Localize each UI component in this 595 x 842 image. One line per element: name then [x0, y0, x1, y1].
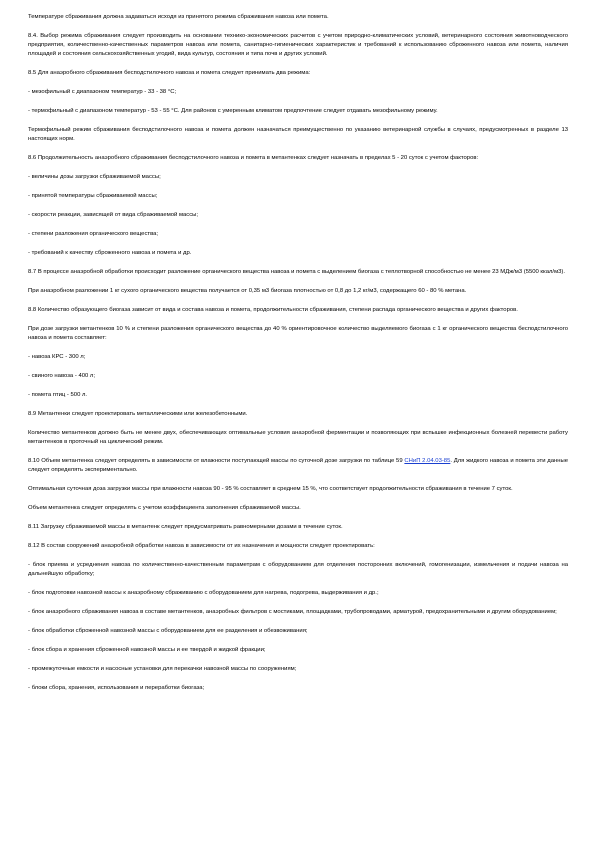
paragraph-load-dose: При дозе загрузки метантенков 10 % и степени разложения органического вещества до 40 % ориентировочное количество выделяемого биогаза с 1 кг органического вещества бесподстилочного навоза и помета составляет: [28, 326, 568, 341]
paragraph-8-4: 8.4. Выбор режима сбраживания следует производить на основании технико-экономических расчетов с учетом природно-климатических условий, ветеринарного состояния животноводческого предприятия, количественно-качественных параметров навоза или помета, санитарно-гигиенических характеристик и требований к использованию сброженного навоза или помета, наличия площадей и состояния сельскохозяйственных угодий, вида культур, состояния и типа почв и других условий. [28, 33, 568, 57]
paragraph-optimal-dose: Оптимальная суточная доза загрузки массы при влажности навоза 90 - 95 % составляет в среднем 15 %, что соответствует продолжительности сбраживания в течение 7 суток. [28, 486, 513, 492]
list-item-temperature: - принятой температуры сбраживаемой массы; [28, 193, 158, 199]
list-item-digestion-block: - блок анаэробного сбраживания навоза в составе метантенков, анаэробных фильтров с мостиками, площадками, трубопроводами, арматурой, предохранительными и другим оборудованием; [28, 609, 557, 615]
snip-reference-link[interactable]: СНиП 2.04.03-85 [404, 458, 451, 464]
list-item-decomposition: - степени разложения органического вещества; [28, 231, 159, 237]
paragraph-thermophilic-mode: Термофильный режим сбраживания бесподстилочного навоза и помета должен назначаться преимущественно по указанию ветеринарной службы в случаях, предусмотренных в разделе 13 настоящих норм. [28, 127, 568, 142]
list-item-cattle: - навоза КРС - 300 л; [28, 354, 86, 360]
list-item-reaction-speed: - скорости реакции, зависящей от вида сбраживаемой массы; [28, 212, 199, 218]
paragraph-tank-volume: Объем метантенка следует определять с учетом коэффициента заполнения сбраживаемой массы. [28, 505, 301, 511]
list-item-pumping: - промежуточные емкости и насосные установки для перекачки навозной массы по сооружениям; [28, 666, 297, 672]
paragraph-8-10-text-before: 8.10 Объем метантенка следует определять в зависимости от влажности поступающей массы по суточной дозе загрузки по таблице 59 [28, 458, 405, 464]
list-item-storage-block: - блок сбора и хранения сброженной навозной массы и ее твердой и жидкой фракции; [28, 647, 266, 653]
paragraph-8-7: 8.7 В процессе анаэробной обработки происходит разложение органического вещества навоза и помета с выделением биогаза с теплотворной способностью не менее 23 МДж/м3 (5500 ккал/м3). [28, 269, 565, 275]
paragraph-temperature: Температуре сбраживания должна задаваться исходя из принятого режима сбраживания навоза или помета. [28, 14, 329, 20]
list-item-reception-block: - блок приема и усреднения навоза по количественно-качественным параметрам с оборудованием для отделения посторонних включений, гомогенизации, измельчения и подачи навоза на дальнейшую обработку; [28, 562, 568, 577]
paragraph-8-12: 8.12 В состав сооружений анаэробной обработки навоза в зависимости от их назначения и мощности следует проектировать: [28, 543, 375, 549]
list-item-preparation-block: - блок подготовки навозной массы к анаэробному сбраживанию с оборудованием для нагрева, подогрева, выдерживания и др.; [28, 590, 379, 596]
paragraph-8-6: 8.6 Продолжительность анаэробного сбраживания бесподстилочного навоза и помета в метантенках следует назначать в пределах 5 - 20 суток с учетом факторов: [28, 155, 479, 161]
document-page [28, 13, 568, 703]
list-item-quality: - требований к качеству сброженного навоза и помета и др. [28, 250, 192, 256]
list-item-poultry: - помета птиц - 500 л. [28, 392, 88, 398]
paragraph-8-5: 8.5 Для анаэробного сбраживания бесподстилочного навоза и помета следует принимать два режима: [28, 70, 311, 76]
paragraph-biogas-yield: При анаэробном разложении 1 кг сухого органического вещества получается от 0,35 м3 биогаза плотностью от 0,8 до 1,2 кг/м3, содержащего 60 - 80 % метана. [28, 288, 467, 294]
list-item-mesophilic: - мезофильный с диапазоном температур - 33 - 38 °С; [28, 89, 177, 95]
paragraph-8-9: 8.9 Метантенки следует проектировать металлическими или железобетонными. [28, 411, 248, 417]
paragraph-8-10 [28, 457, 568, 475]
list-item-load-dose: - величины дозы загрузки сбраживаемой массы; [28, 174, 161, 180]
paragraph-8-11: 8.11 Загрузку сбраживаемой массы в метантенк следует предусматривать равномерными дозами в течение суток. [28, 524, 343, 530]
paragraph-tank-count: Количество метантенков должно быть не менее двух, обеспечивающих оптимальные условия анаэробной ферментации и позволяющих при вспышке инфекционных болезней перевести работу метантенков в проточный на циклический режим. [28, 430, 568, 445]
paragraph-8-8: 8.8 Количество образующего биогаза зависит от вида и состава навоза и помета, продолжительности сбраживания, степени распада органического вещества и других факторов. [28, 307, 518, 313]
list-item-biogas-block: - блоки сбора, хранения, использования и переработки биогаза; [28, 685, 205, 691]
list-item-processing-block: - блок обработки сброженной навозной массы с оборудованием для ее разделения и обезвоживания; [28, 628, 308, 634]
paragraph-8-10-text-after: . Для жидкого навоза и помета эти данные следует определять экспериментально. [28, 458, 569, 473]
list-item-pig: - свиного навоза - 400 л; [28, 373, 95, 379]
list-item-thermophilic: - термофильный с диапазоном температур - 53 - 55 °С. Для районов с умеренным климатом предпочтение следует отдавать мезофильному режиму. [28, 108, 438, 114]
